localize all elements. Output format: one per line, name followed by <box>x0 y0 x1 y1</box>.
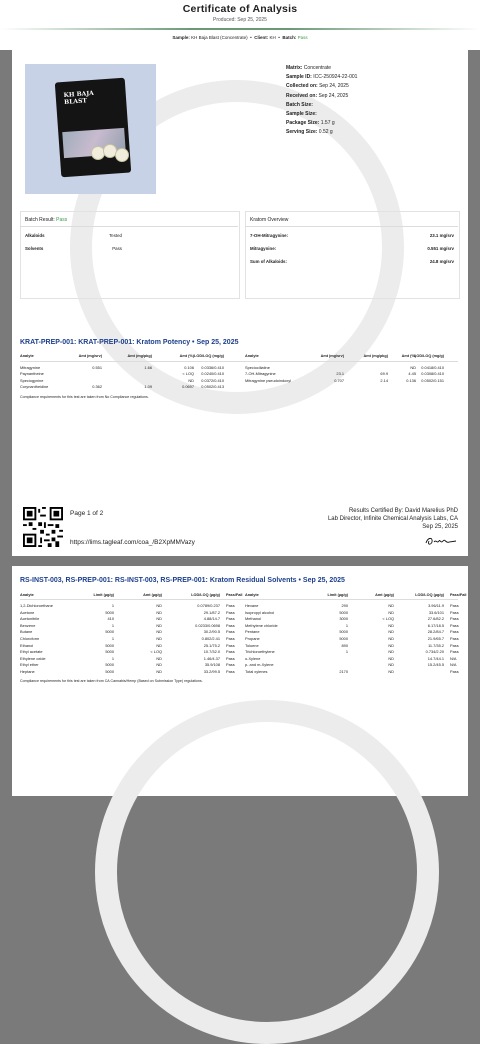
sample-value: KH Baja Blast (Concentrate) <box>191 35 248 40</box>
table-cell: Pass <box>226 642 235 648</box>
received-value: Sep 24, 2025 <box>318 92 349 99</box>
table-cell: ND <box>388 662 394 668</box>
tablet <box>115 148 129 162</box>
table-cell: 410 <box>107 616 114 622</box>
sample-size-label: Sample Size: <box>286 111 317 118</box>
analyte-name: Chloroform <box>20 636 40 641</box>
sample-meta-line: Sample: KH Baja Blast (Concentrate) • Client: KH • Batch: Pass <box>172 35 308 40</box>
collected-value: Sep 24, 2025 <box>319 83 349 90</box>
batch-row-name: Solvents <box>25 246 44 251</box>
table-cell: Pass <box>450 642 459 648</box>
solvents-compliance-note: Compliance requirements for this test are taken from CA Cannabis/Hemp (Based on Submission Type) regulations. <box>20 679 203 683</box>
table-cell: 15.2/45.5 <box>427 662 444 668</box>
table-header: LOD/LOQ (mg/g) <box>414 354 444 358</box>
table-cell: 11.7/35.2 <box>428 642 444 648</box>
table-header: Amt (µg/g) <box>143 593 162 597</box>
certification-block <box>258 507 458 531</box>
table-cell: ND <box>156 616 162 622</box>
table-cell: ND <box>388 642 394 648</box>
analyte-name: Corynantheidine <box>20 383 49 389</box>
table-cell: 0.0372/0.410 <box>201 377 224 383</box>
table-header: Limit (µg/g) <box>327 593 348 597</box>
table-cell: 0.707 <box>334 377 344 383</box>
table-cell: ND <box>388 669 394 674</box>
table-cell: 290 <box>341 603 348 608</box>
table-cell: 35.9/108 <box>204 662 220 668</box>
table-cell: 14.7/44.1 <box>427 655 444 661</box>
table-cell: 1.66 <box>144 365 152 370</box>
batch-row-status: Pass <box>112 246 122 251</box>
table-cell: 0.362 <box>92 383 102 389</box>
table-cell: ND <box>156 662 162 668</box>
table-cell: 1 <box>345 649 348 655</box>
table-cell: 5000 <box>105 642 114 648</box>
divider <box>20 226 238 227</box>
table-cell: 25.1/75.2 <box>203 642 220 648</box>
table-cell: Pass <box>226 622 235 628</box>
qr-code[interactable] <box>23 507 63 547</box>
batch-size-label: Batch Size: <box>286 101 313 108</box>
product-photo <box>25 64 156 194</box>
analyte-name: Ethyl ether <box>20 662 39 668</box>
sample-id-value: ICC-250924-22-001 <box>313 74 358 81</box>
table-cell: 5000 <box>105 609 114 615</box>
matrix-value: Concentrate <box>303 65 332 71</box>
table-header: Amt (mg/pkg) <box>127 354 152 358</box>
table-cell: 0.0308/0.410 <box>421 371 444 377</box>
table-cell: 0.802/2.41 <box>201 636 220 641</box>
table-cell: 0.551 <box>92 365 102 370</box>
table-header: LOD/LOQ (mg/g) <box>194 354 224 358</box>
table-cell: 5000 <box>105 649 114 655</box>
table-cell: 23.1 <box>336 371 344 377</box>
report-header <box>0 0 480 50</box>
table-header: Amt (%) <box>401 354 416 358</box>
table-header: Amt (%) <box>179 354 194 358</box>
table-cell: 5000 <box>339 609 348 615</box>
analyte-name: Toluene <box>245 642 259 648</box>
analyte-name: p- and m-Xylene <box>245 662 274 668</box>
table-header: Analyte <box>20 354 34 358</box>
table-cell: 69.9 <box>380 371 388 377</box>
bag-label: KH BAJA BLAST <box>63 89 95 106</box>
serving-size-value: 0.52 g <box>318 129 333 136</box>
sample-id-label: Sample ID: <box>286 74 312 81</box>
table-cell: Pass <box>226 629 235 635</box>
batch-result-heading <box>25 217 67 223</box>
client-value: KH <box>269 35 276 40</box>
analyte-name: 7-OH-Mitragynine <box>245 371 276 377</box>
table-cell: < LOQ <box>182 371 194 377</box>
overview-row-name: 7-OH-Mitragynine: <box>250 233 289 238</box>
table-cell: 0.0240/0.410 <box>201 371 224 377</box>
analyte-name: Speciociliatine <box>245 365 270 370</box>
table-cell: 0.0502/0.413 <box>201 383 224 389</box>
table-cell: ND <box>156 622 162 628</box>
table-cell: 4.45 <box>408 371 416 377</box>
table-header: Analyte <box>20 593 34 597</box>
table-header: Amt (µg/g) <box>375 593 394 597</box>
potency-compliance-note: Compliance requirements for this test are taken from No Compliance regulations. <box>20 395 149 399</box>
table-cell: 5000 <box>105 662 114 668</box>
table-cell: 0.0789/0.237 <box>197 603 220 608</box>
table-header: Amt (mg/pkg) <box>363 354 388 358</box>
table-cell: 1 <box>111 655 114 661</box>
coa-link[interactable]: https://lims.tagleaf.com/coa_/B2XpMMVazy <box>70 539 195 546</box>
table-cell: 1 <box>345 622 348 628</box>
analyte-name: Isopropyl alcohol <box>245 609 275 615</box>
watermark-seal <box>95 700 439 1044</box>
table-cell: ND <box>156 642 162 648</box>
analyte-name: Heptane <box>20 669 35 674</box>
table-cell: 10.7/32.0 <box>203 649 220 655</box>
certified-by: Results Certified By: David Marelius PhD <box>348 508 458 514</box>
table-cell: 0.0418/0.410 <box>421 365 444 370</box>
table-cell: N/A <box>450 662 457 668</box>
overview-row-value: 24.8 mg/srv <box>429 259 454 264</box>
analyte-name: Paynantheine <box>20 371 44 377</box>
client-label: Client: <box>254 35 269 40</box>
analyte-name: Propane <box>245 636 260 641</box>
analyte-name: o-Xylene <box>245 655 261 661</box>
table-cell: 5000 <box>105 669 114 674</box>
product-bag <box>55 78 131 178</box>
overview-row-name: Sum of Alkaloids: <box>250 259 287 264</box>
page-title: Certificate of Analysis <box>182 3 298 15</box>
table-cell: 27.6/82.2 <box>427 616 444 622</box>
table-cell: 5000 <box>339 636 348 641</box>
table-header: Pass/Fail <box>450 593 467 597</box>
table-cell: Pass <box>450 616 459 622</box>
table-header: Limit (µg/g) <box>93 593 114 597</box>
solvents-section-title: RS-INST-003, RS-PREP-001: RS-INST-003, RS-PREP-001: Kratom Residual Solvents • Sep 25, 2025 <box>20 577 345 584</box>
table-cell: Pass <box>226 655 235 661</box>
kratom-overview-title: Kratom Overview <box>250 217 289 223</box>
table-cell: < LOQ <box>150 649 162 655</box>
sample-info <box>286 64 458 138</box>
table-cell: ND <box>156 609 162 615</box>
table-cell: 33.6/101 <box>428 609 444 615</box>
produced-date: Produced: Sep 25, 2025 <box>213 17 267 23</box>
table-cell: ND <box>388 609 394 615</box>
divider <box>245 226 458 227</box>
table-cell: Pass <box>450 629 459 635</box>
overview-row-value: 23.1 mg/srv <box>429 233 454 238</box>
analyte-name: Pentane <box>245 629 260 635</box>
table-cell: ND <box>388 636 394 641</box>
analyte-name: Methanol <box>245 616 262 622</box>
analyte-name: Trichloroethylene <box>245 649 275 655</box>
table-cell: 1 <box>111 636 114 641</box>
table-header: Pass/Fail <box>226 593 243 597</box>
table-cell: 29.1/87.2 <box>203 609 220 615</box>
sample-label: Sample: <box>172 35 190 40</box>
table-header: Analyte <box>245 354 259 358</box>
batch-result-box <box>20 211 240 299</box>
table-cell: 6.17/18.5 <box>427 622 444 628</box>
package-size-label: Package Size: <box>286 120 320 127</box>
batch-label: Batch: <box>282 35 297 40</box>
table-cell: ND <box>188 377 194 383</box>
analyte-name: Methylene chloride <box>245 622 278 628</box>
table-cell: 1.09 <box>144 383 152 389</box>
table-cell: 3.96/11.9 <box>428 603 444 608</box>
batch-result-label: Batch Result: <box>25 217 55 223</box>
analyte-name: Mitragynine <box>20 365 41 370</box>
table-cell: Pass <box>226 636 235 641</box>
table-cell: Pass <box>226 603 235 608</box>
signature <box>424 535 458 547</box>
certification-date: Sep 25, 2025 <box>422 524 458 530</box>
table-cell: 5000 <box>339 629 348 635</box>
kratom-overview-box <box>245 211 460 299</box>
table-cell: Pass <box>450 649 459 655</box>
table-cell: Pass <box>450 622 459 628</box>
analyte-name: Mitragynine pseudoindoxyl <box>245 377 292 383</box>
analyte-name: Acetonitrile <box>20 616 40 622</box>
table-cell: 1.46/4.37 <box>203 655 220 661</box>
table-cell: 0.0502/0.151 <box>421 377 444 383</box>
table-cell: ND <box>388 629 394 635</box>
batch-value: Pass <box>297 35 308 40</box>
table-header: Analyte <box>245 593 259 597</box>
table-cell: 3000 <box>339 616 348 622</box>
overview-row-name: Mitragynine: <box>250 246 277 251</box>
table-cell: 33.2/99.5 <box>203 669 220 674</box>
analyte-name: Hexane <box>245 603 259 608</box>
table-cell: Pass <box>450 669 459 674</box>
table-cell: 0.0697 <box>182 383 194 389</box>
table-header: Amt (mg/srv) <box>320 354 344 358</box>
table-cell: 2170 <box>339 669 348 674</box>
table-cell: 4.88/14.7 <box>203 616 220 622</box>
analyte-name: Acetone <box>20 609 35 615</box>
table-cell: ND <box>156 629 162 635</box>
analyte-name: Speciogynine <box>20 377 44 383</box>
table-cell: ND <box>388 649 394 655</box>
analyte-name: Ethanol <box>20 642 34 648</box>
table-cell: Pass <box>226 669 235 674</box>
analyte-name: Ethylene oxide <box>20 655 46 661</box>
table-cell: 0.0233/0.0698 <box>195 622 220 628</box>
table-cell: ND <box>410 365 416 370</box>
analyte-name: Ethyl acetate <box>20 649 43 655</box>
table-header: Amt (mg/srv) <box>78 354 102 358</box>
divider <box>20 361 458 362</box>
table-cell: ND <box>156 669 162 674</box>
table-cell: ND <box>388 655 394 661</box>
divider <box>20 599 458 600</box>
table-cell: 0.136 <box>406 377 416 383</box>
batch-row-status: Tested <box>109 233 122 238</box>
table-cell: 1 <box>111 622 114 628</box>
table-cell: Pass <box>450 636 459 641</box>
table-cell: ND <box>156 655 162 661</box>
table-cell: Pass <box>226 616 235 622</box>
table-cell: N/A <box>450 655 457 661</box>
table-cell: Pass <box>450 603 459 608</box>
table-cell: 30.2/90.5 <box>203 629 220 635</box>
analyte-name: Butane <box>20 629 33 635</box>
batch-result-value: Pass <box>56 217 68 223</box>
table-cell: Pass <box>226 662 235 668</box>
analyte-name: Total xylenes <box>245 669 268 674</box>
table-cell: 1 <box>111 603 114 608</box>
received-label: Received on: <box>286 92 318 99</box>
serving-size-label: Serving Size: <box>286 129 318 136</box>
header-divider <box>0 28 480 30</box>
table-cell: 0.0336/0.410 <box>201 365 224 370</box>
table-cell: ND <box>388 603 394 608</box>
overview-row-value: 0.551 mg/srv <box>427 246 454 251</box>
matrix-label: Matrix: <box>286 65 303 71</box>
table-cell: Pass <box>226 649 235 655</box>
table-cell: < LOQ <box>382 616 394 622</box>
table-cell: 5000 <box>105 629 114 635</box>
table-cell: ND <box>156 636 162 641</box>
table-cell: 21.9/65.7 <box>427 636 444 641</box>
table-cell: 0.106 <box>184 365 194 370</box>
table-cell: Pass <box>226 609 235 615</box>
table-cell: 0.734/2.20 <box>425 649 444 655</box>
table-header: LOD/LOQ (µg/g) <box>191 593 220 597</box>
batch-row-name: Alkaloids <box>25 233 45 238</box>
package-size-value: 1.57 g <box>320 120 335 127</box>
table-cell: ND <box>388 622 394 628</box>
potency-section-title: KRAT-PREP-001: KRAT-PREP-001: Kratom Potency • Sep 25, 2025 <box>20 339 239 346</box>
certifier-role: Lab Director, Infinite Chemical Analysis Labs, CA <box>327 516 458 522</box>
table-header: LOD/LOQ (µg/g) <box>415 593 444 597</box>
analyte-name: 1,2-Dichloroethane <box>20 603 53 608</box>
table-cell: 890 <box>341 642 348 648</box>
page-number: Page 1 of 2 <box>70 510 104 517</box>
table-cell: 28.2/84.7 <box>427 629 444 635</box>
collected-label: Collected on: <box>286 83 318 90</box>
table-cell: 2.14 <box>380 377 388 383</box>
table-cell: ND <box>156 603 162 608</box>
table-cell: Pass <box>450 609 459 615</box>
analyte-name: Benzene <box>20 622 36 628</box>
